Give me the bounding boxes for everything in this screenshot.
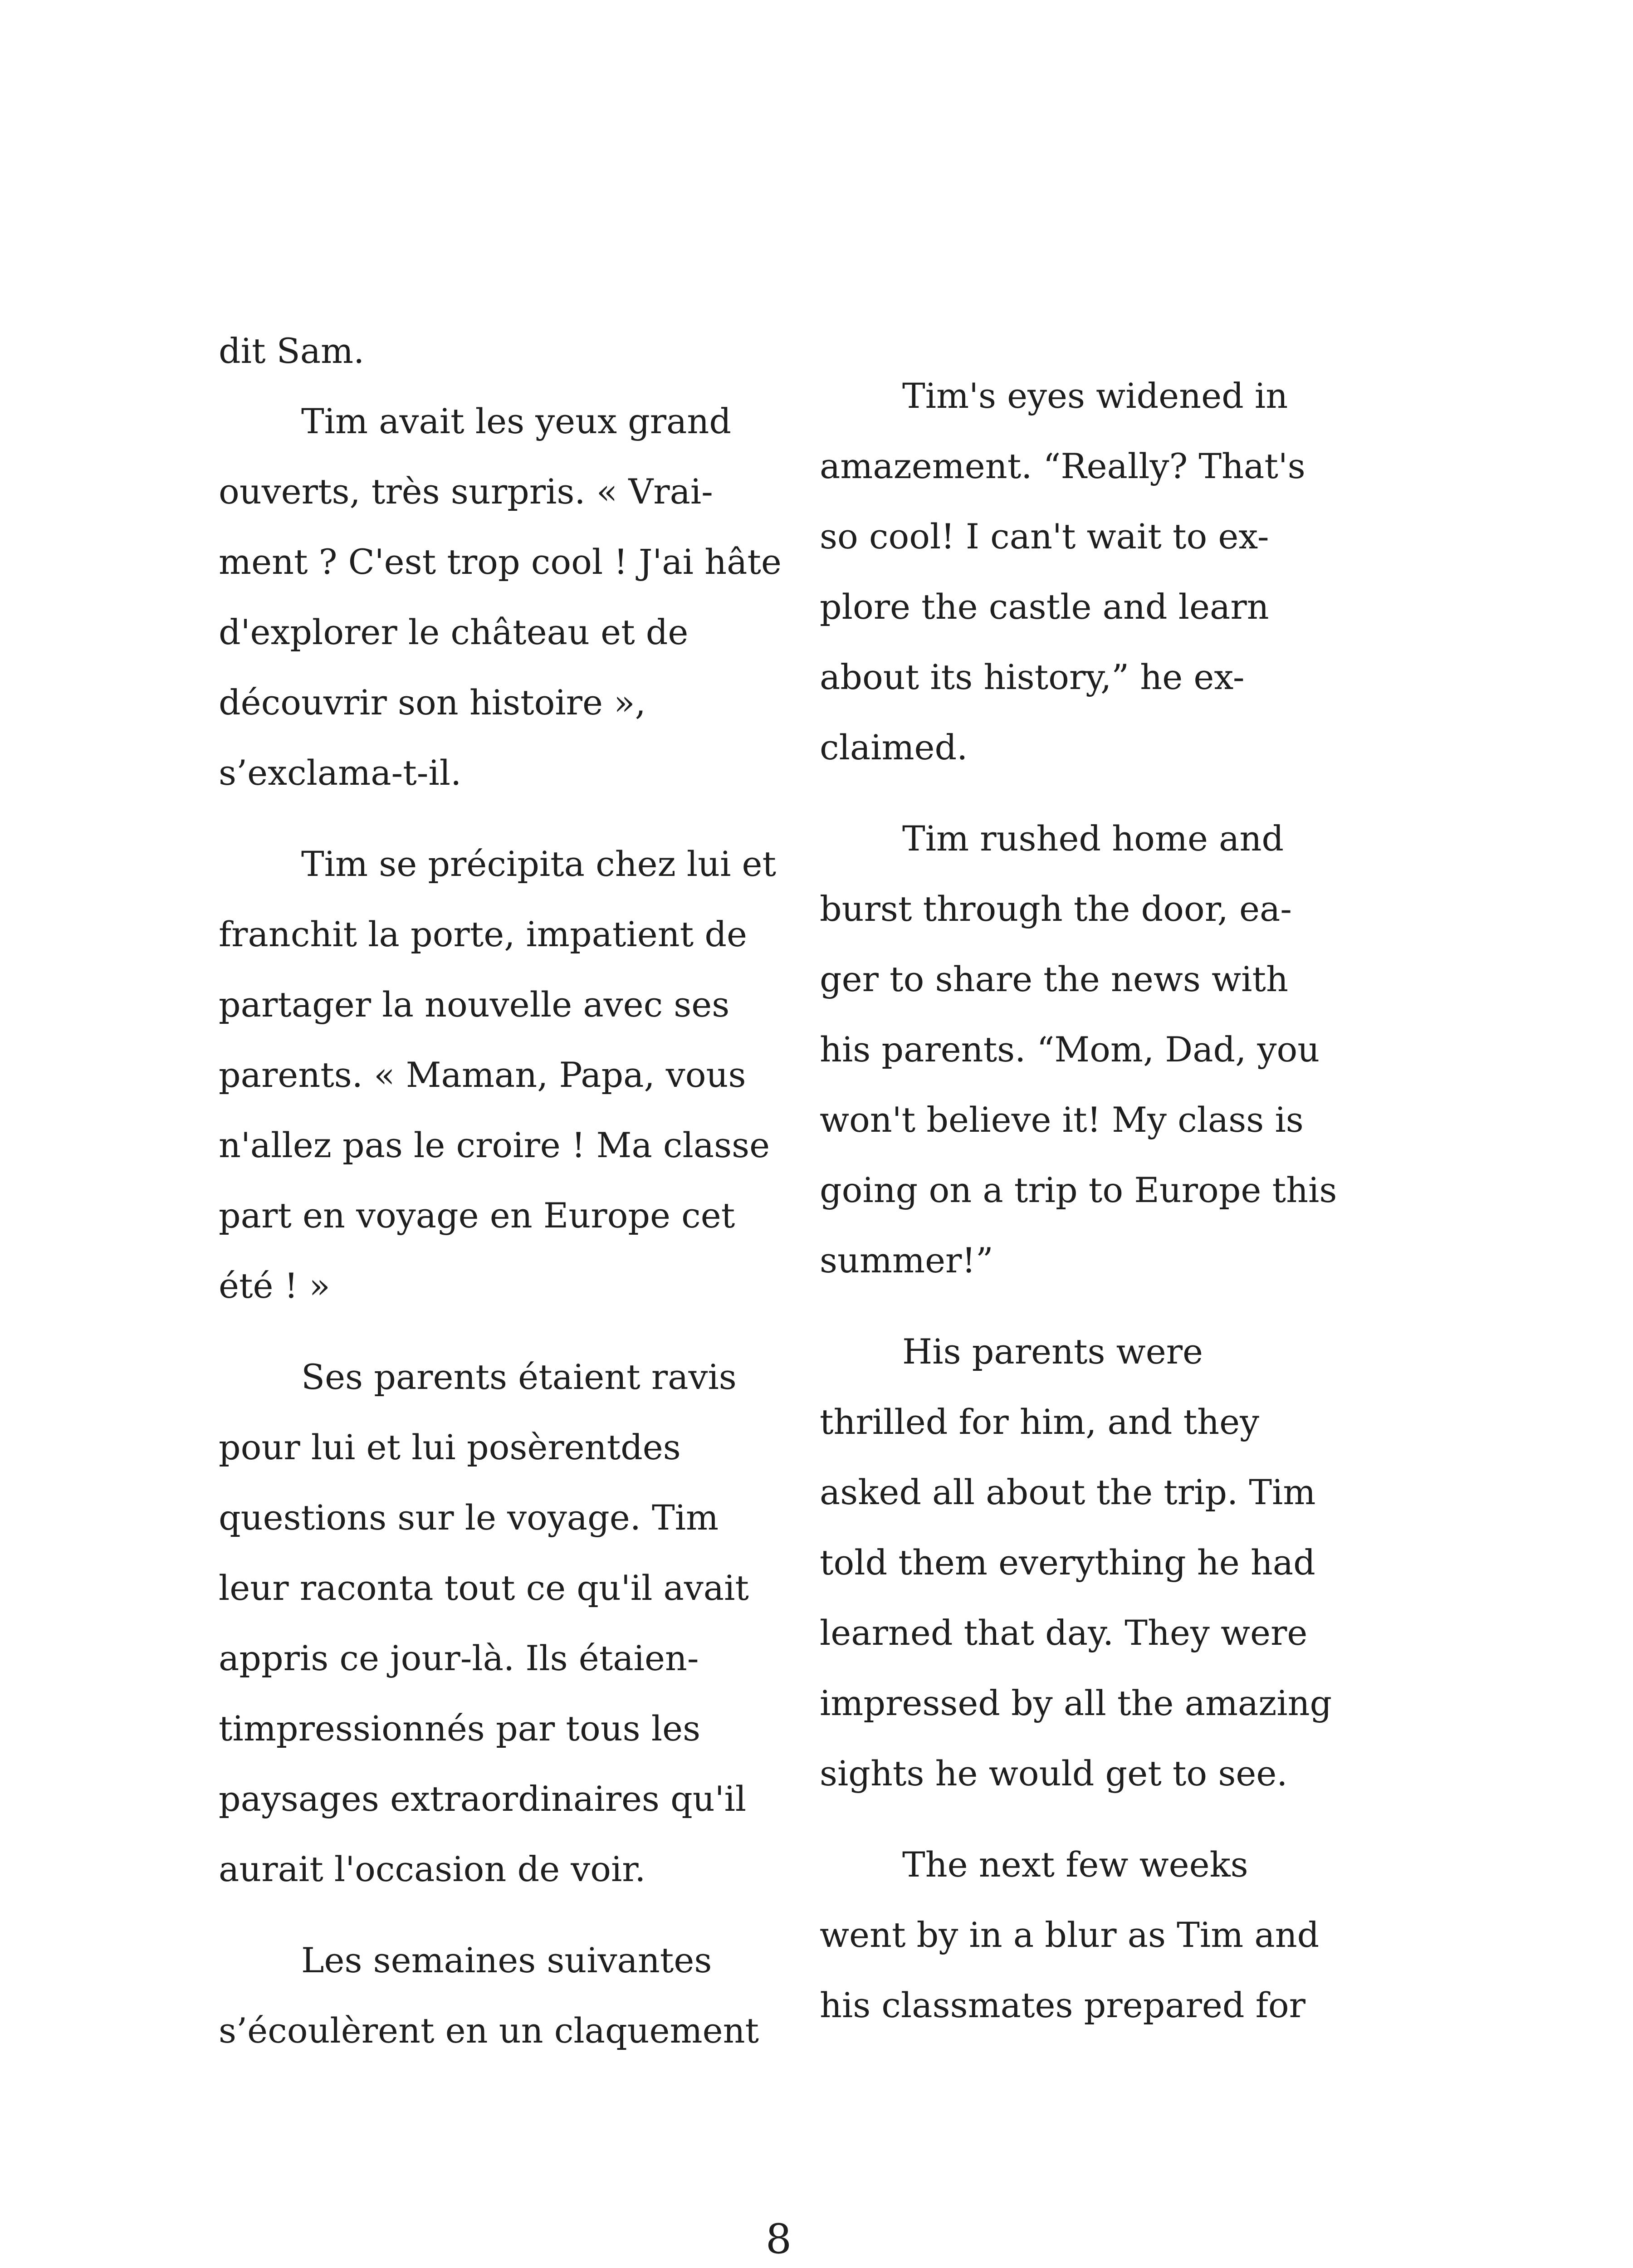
text-line: so cool! I can't wait to ex- (820, 516, 1269, 557)
text-line: told them everything he had (820, 1542, 1315, 1583)
text-line: going on a trip to Europe this (820, 1170, 1337, 1210)
text-line: claimed. (820, 727, 968, 767)
text-line: d'explorer le château et de (219, 612, 689, 652)
text-line: Tim's eyes widened in (902, 376, 1288, 416)
text-line: n'allez pas le croire ! Ma classe (219, 1125, 770, 1165)
text-line: parents. « Maman, Papa, vous (219, 1055, 746, 1095)
french-text-column (219, 316, 795, 2066)
text-line: ouverts, très surpris. « Vrai- (219, 471, 713, 512)
text-line: went by in a blur as Tim and (820, 1915, 1320, 1955)
text-line: impressed by all the amazing (820, 1683, 1332, 1723)
text-line: thrilled for him, and they (820, 1402, 1259, 1442)
text-line: ger to share the news with (820, 959, 1288, 999)
text-line: partager la nouvelle avec ses (219, 984, 730, 1025)
text-line: s’écoulèrent en un claquement (219, 2010, 759, 2051)
text-line: His parents were (902, 1331, 1203, 1372)
text-line: asked all about the trip. Tim (820, 1472, 1316, 1512)
text-line: découvrir son histoire », (219, 682, 646, 723)
text-line: leur raconta tout ce qu'il avait (219, 1568, 749, 1608)
text-line: part en voyage en Europe cet (219, 1195, 735, 1236)
text-line: ment ? C'est trop cool ! J'ai hâte (219, 542, 782, 582)
text-line: aurait l'occasion de voir. (219, 1849, 646, 1889)
text-line: won't believe it! My class is (820, 1100, 1304, 1140)
text-line: été ! » (219, 1266, 330, 1306)
text-line: Ses parents étaient ravis (301, 1357, 737, 1397)
text-line: about its history,” he ex- (820, 657, 1245, 697)
text-line: amazement. “Really? That's (820, 446, 1305, 486)
page-number: 8 (765, 2215, 792, 2263)
text-line: Tim rushed home and (902, 818, 1284, 859)
text-line: franchit la porte, impatient de (219, 914, 748, 954)
text-line: his classmates prepared for (820, 1985, 1305, 2025)
text-line: questions sur le voyage. Tim (219, 1497, 719, 1538)
text-line: The next few weeks (902, 1844, 1248, 1885)
text-line: Les semaines suivantes (301, 1940, 712, 1980)
text-line: burst through the door, ea- (820, 889, 1292, 929)
text-line: pour lui et lui posèrentdes (219, 1427, 681, 1467)
text-line: plore the castle and learn (820, 587, 1269, 627)
text-line: his parents. “Mom, Dad, you (820, 1029, 1320, 1070)
text-line: Tim avait les yeux grand (301, 401, 731, 441)
text-line: timpressionnés par tous les (219, 1708, 701, 1749)
text-line: Tim se précipita chez lui et (301, 844, 777, 884)
text-line: sights he would get to see. (820, 1753, 1288, 1794)
text-line: dit Sam. (219, 331, 365, 371)
english-text-column (820, 361, 1396, 2040)
text-line: paysages extraordinaires qu'il (219, 1779, 747, 1819)
text-line: s’exclama-t-il. (219, 753, 462, 793)
text-line: learned that day. They were (820, 1613, 1308, 1653)
text-line: appris ce jour-là. Ils étaien- (219, 1638, 699, 1678)
text-line: summer!” (820, 1240, 993, 1281)
